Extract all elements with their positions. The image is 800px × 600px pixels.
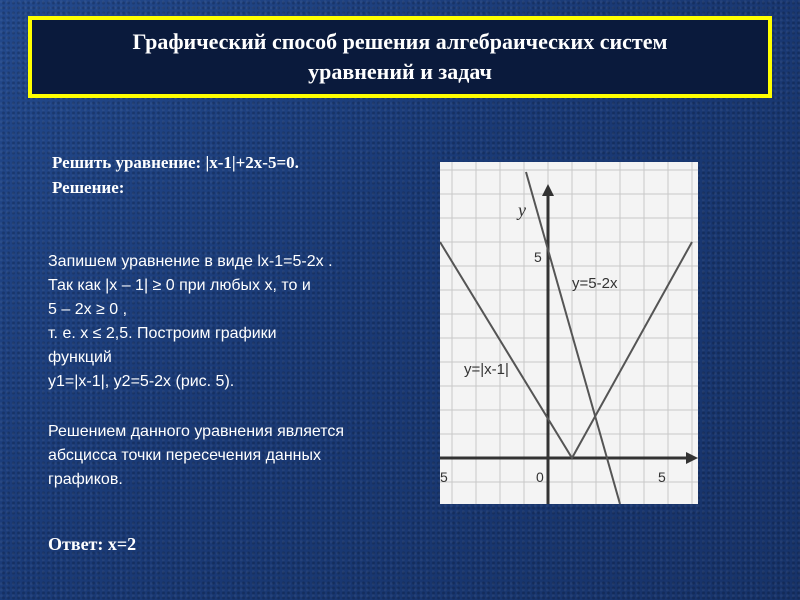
tick-label-y5: 5: [534, 249, 542, 265]
y-axis-arrow: [542, 184, 554, 196]
conclusion-paragraph: Решением данного уравнения является абсцисса точки пересечения данных графиков.: [48, 423, 345, 488]
task-statement: Решить уравнение: |x-1|+2x-5=0.: [52, 153, 299, 172]
slide-title: Графический способ решения алгебраических систем уравнений и задач: [132, 29, 668, 84]
title-banner: [28, 16, 772, 98]
tick-label-x0: 0: [536, 469, 544, 485]
label-linear-function: y=5-2x: [572, 275, 618, 292]
tick-label-xneg5: 5: [440, 469, 448, 485]
graph-canvas: [440, 162, 698, 504]
answer: Ответ: x=2: [48, 534, 137, 554]
explanation-paragraph: Запишем уравнение в виде lx-1=5-2x . Так как |x – 1| ≥ 0 при любых x, то и 5 – 2x ≥ 0 , т. е. x ≤ 2,5. Построим графики функций y1=|x-1|, y2=5-2x (рис. 5).: [48, 253, 333, 390]
graph-abs-function: [440, 242, 692, 458]
function-graph: [440, 162, 698, 504]
solution-label: Решение:: [52, 178, 125, 197]
y-axis-label: y: [518, 200, 526, 220]
tick-label-x5: 5: [658, 469, 666, 485]
label-abs-function: y=|x-1|: [464, 361, 509, 378]
